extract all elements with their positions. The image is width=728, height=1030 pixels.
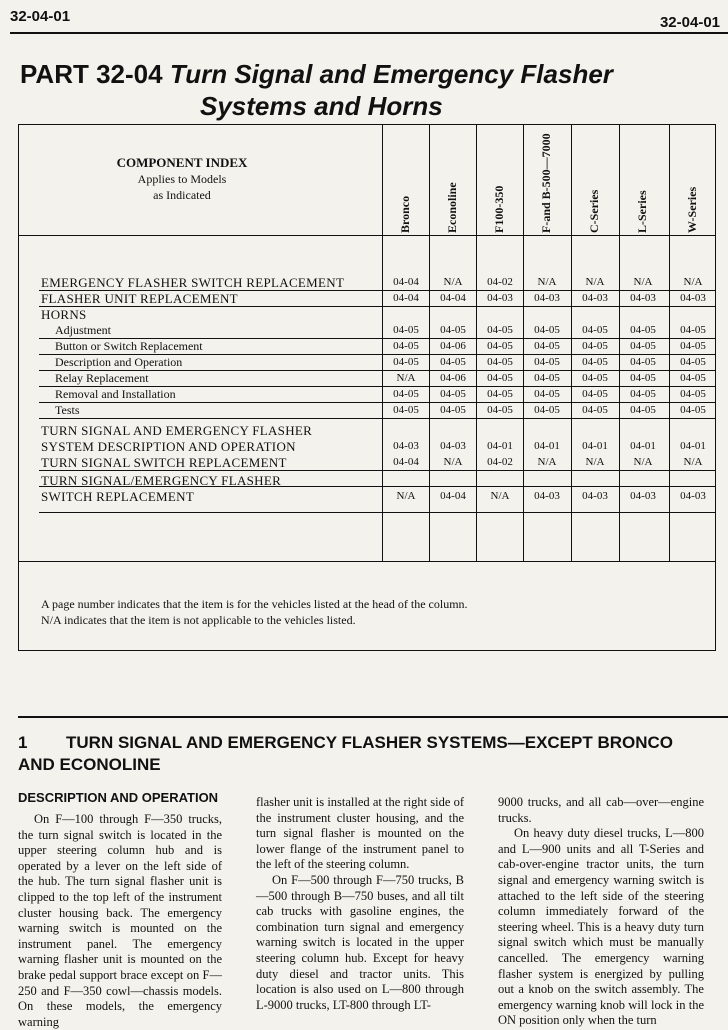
table-cell: N/A	[585, 456, 605, 468]
table-cell: 04-03	[582, 490, 608, 502]
table-cell: N/A	[633, 456, 653, 468]
table-cell: 04-05	[487, 388, 513, 400]
table-cell: 04-05	[630, 388, 656, 400]
table-cell: 04-05	[440, 404, 466, 416]
row-rule	[39, 290, 716, 291]
row-label: Relay Replacement	[55, 371, 149, 385]
section-rule	[18, 716, 728, 718]
table-cell: 04-05	[534, 404, 560, 416]
table-cell: 04-05	[393, 356, 419, 368]
title-line1: Turn Signal and Emergency Flasher	[169, 59, 613, 89]
row-rule	[39, 386, 716, 387]
table-cell: 04-05	[534, 372, 560, 384]
index-sub2: as Indicated	[153, 188, 211, 202]
column-header: L-Series	[635, 190, 649, 233]
row-label: EMERGENCY FLASHER SWITCH REPLACEMENT	[41, 275, 345, 290]
table-cell: 04-05	[582, 388, 608, 400]
index-note-1: A page number indicates that the item is for the vehicles listed at the head of the column.	[41, 597, 468, 611]
row-label: Adjustment	[55, 323, 111, 337]
section-number: 1	[18, 733, 28, 752]
table-cell: N/A	[537, 276, 557, 288]
table-cell: N/A	[396, 490, 416, 502]
table-cell: 04-03	[582, 292, 608, 304]
table-cell: 04-05	[680, 388, 706, 400]
table-cell: 04-05	[630, 356, 656, 368]
row-label: Button or Switch Replacement	[55, 339, 203, 353]
row-label: TURN SIGNAL/EMERGENCY FLASHER	[41, 473, 282, 488]
table-cell: 04-05	[630, 324, 656, 336]
table-row	[19, 403, 716, 419]
table-cell: 04-04	[393, 276, 419, 288]
col3-paragraph-a: 9000 trucks, and all cab—over—engine trucks.	[498, 795, 704, 825]
table-cell: 04-05	[393, 340, 419, 352]
row-label: HORNS	[41, 307, 87, 322]
table-cell: 04-03	[534, 490, 560, 502]
table-cell: 04-03	[487, 292, 513, 304]
table-cell: 04-05	[534, 324, 560, 336]
table-cell: 04-05	[393, 388, 419, 400]
table-cell: 04-01	[630, 440, 656, 452]
table-row	[19, 307, 716, 323]
table-cell: 04-05	[534, 388, 560, 400]
page-code-left: 32-04-01	[10, 8, 71, 25]
text-column-1	[18, 812, 222, 1030]
col3-paragraph-b: On heavy duty diesel trucks, L—800 and L—900 units and all T-Series and cab-over-engine tractor units, the turn signal and emergency warning switch is attached to the left side of the steering column immediately forward of the steering wheel. This is a heavy duty turn signal switch which must be manually cancelled. The emergency warning flasher system is energized by pulling out a knob on the switch assembly. The emergency warning knob will lock in the ON position only when the turn	[498, 826, 704, 1028]
table-cell: 04-05	[440, 356, 466, 368]
row-label: Removal and Installation	[55, 387, 176, 401]
table-cell: 04-05	[680, 340, 706, 352]
column-header: Bronco	[398, 195, 412, 233]
table-cell: 04-05	[582, 340, 608, 352]
table-cell: 04-05	[440, 324, 466, 336]
row-rule	[39, 512, 716, 513]
index-sub1: Applies to Models	[137, 172, 227, 186]
table-row	[19, 339, 716, 355]
table-cell: N/A	[443, 276, 463, 288]
component-index-heading	[77, 155, 287, 203]
table-cell: 04-01	[582, 440, 608, 452]
index-heading: COMPONENT INDEX	[116, 155, 248, 170]
table-cell: 04-05	[534, 340, 560, 352]
table-row	[19, 489, 716, 505]
table-cell: 04-05	[582, 372, 608, 384]
table-cell: 04-03	[440, 440, 466, 452]
table-cell: N/A	[537, 456, 557, 468]
part-number: PART 32-04	[20, 59, 163, 89]
table-cell: 04-01	[680, 440, 706, 452]
table-cell: 04-05	[630, 340, 656, 352]
table-row	[19, 423, 716, 439]
table-row	[19, 387, 716, 403]
page-title	[20, 58, 720, 122]
column-header: Econoline	[445, 182, 459, 233]
row-rule	[39, 354, 716, 355]
table-cell: 04-05	[393, 404, 419, 416]
column-header: W-Series	[685, 186, 699, 233]
header-rule	[10, 32, 728, 34]
section-title-line2: AND ECONOLINE	[18, 755, 161, 774]
table-cell: 04-04	[440, 292, 466, 304]
table-cell: N/A	[633, 276, 653, 288]
table-row	[19, 291, 716, 307]
row-rule	[39, 338, 716, 339]
row-rule	[39, 418, 716, 419]
table-cell: 04-03	[393, 440, 419, 452]
page-code-right: 32-04-01	[659, 14, 720, 31]
title-line2: Systems and Horns	[200, 91, 443, 121]
table-row	[19, 439, 716, 455]
text-column-2	[256, 795, 464, 1013]
table-rule	[19, 235, 715, 236]
col2-paragraph-b: On F—500 through F—750 trucks, B—500 through B—750 buses, and all tilt cab trucks with gasoline engines, the combination turn signal and emergency warning switch is located in the upper steering column hub. Except for heavy duty diesel and tractor units. This location is also used on L—800 through L-9000 trucks, LT-800 through LT-	[256, 872, 464, 1012]
table-row	[19, 455, 716, 471]
table-row	[19, 355, 716, 371]
section-title	[18, 732, 718, 776]
table-cell: 04-03	[630, 490, 656, 502]
table-cell: 04-05	[487, 372, 513, 384]
table-cell: N/A	[683, 276, 703, 288]
table-cell: 04-05	[630, 372, 656, 384]
table-cell: 04-05	[393, 324, 419, 336]
table-cell: N/A	[585, 276, 605, 288]
table-cell: 04-05	[630, 404, 656, 416]
table-cell: 04-05	[487, 324, 513, 336]
table-cell: 04-06	[440, 372, 466, 384]
table-cell: 04-05	[487, 356, 513, 368]
index-note-2: N/A indicates that the item is not applicable to the vehicles listed.	[41, 613, 356, 627]
table-cell: N/A	[490, 490, 510, 502]
row-rule	[39, 370, 716, 371]
table-row	[19, 275, 716, 291]
column-header: F-and B-500—7000	[539, 133, 553, 233]
table-cell: 04-04	[393, 456, 419, 468]
table-row	[19, 371, 716, 387]
table-cell: 04-02	[487, 456, 513, 468]
table-cell: 04-05	[582, 324, 608, 336]
table-cell: 04-05	[680, 356, 706, 368]
table-cell: 04-05	[582, 404, 608, 416]
table-cell: 04-05	[680, 404, 706, 416]
col2-paragraph-a: flasher unit is installed at the right side of the instrument cluster housing, and the turn signal flasher is mounted on the lower flange of the instrument panel to the left of the steering column.	[256, 795, 464, 872]
row-label: Description and Operation	[55, 355, 183, 369]
table-cell: 04-03	[630, 292, 656, 304]
table-cell: N/A	[443, 456, 463, 468]
table-rule	[19, 561, 715, 562]
table-cell: 04-04	[440, 490, 466, 502]
col1-paragraph: On F—100 through F—350 trucks, the turn signal switch is located in the upper steering column hub and is operated by a lever on the left side of the hub. The turn signal flasher unit is clipped to the top left of the instrument cluster housing back. The emergency warning switch is mounted on the instrument panel. The emergency warning flasher unit is mounted on the brake pedal support brace except on F—250 and F—350 cowl—chassis models. On these models, the emergency warning	[18, 812, 222, 1029]
row-label: TURN SIGNAL AND EMERGENCY FLASHER	[41, 423, 313, 438]
row-rule	[39, 306, 716, 307]
table-cell: N/A	[683, 456, 703, 468]
row-label: SYSTEM DESCRIPTION AND OPERATION	[41, 439, 296, 454]
table-cell: 04-04	[393, 292, 419, 304]
table-cell: 04-02	[487, 276, 513, 288]
table-cell: 04-01	[487, 440, 513, 452]
row-label: Tests	[55, 403, 80, 417]
column-header: C-Series	[587, 189, 601, 233]
subheading: DESCRIPTION AND OPERATION	[18, 790, 219, 805]
table-cell: 04-05	[534, 356, 560, 368]
row-rule	[39, 486, 716, 487]
table-cell: 04-03	[680, 490, 706, 502]
row-rule	[39, 402, 716, 403]
section-title-line1: TURN SIGNAL AND EMERGENCY FLASHER SYSTEMS—EXCEPT BRONCO	[66, 733, 674, 752]
table-cell: 04-05	[582, 356, 608, 368]
table-cell: 04-03	[534, 292, 560, 304]
column-header: F100-350	[492, 185, 506, 233]
row-label: FLASHER UNIT REPLACEMENT	[41, 291, 238, 306]
table-cell: 04-05	[487, 404, 513, 416]
table-cell: N/A	[396, 372, 416, 384]
component-index-table	[18, 124, 716, 651]
row-rule	[39, 470, 716, 471]
text-column-3	[498, 795, 704, 1029]
row-label: TURN SIGNAL SWITCH REPLACEMENT	[41, 455, 287, 470]
table-cell: 04-05	[680, 372, 706, 384]
table-row	[19, 323, 716, 339]
row-label: SWITCH REPLACEMENT	[41, 489, 195, 504]
table-cell: 04-03	[680, 292, 706, 304]
table-cell: 04-06	[440, 340, 466, 352]
table-cell: 04-05	[440, 388, 466, 400]
table-cell: 04-01	[534, 440, 560, 452]
table-cell: 04-05	[680, 324, 706, 336]
table-cell: 04-05	[487, 340, 513, 352]
